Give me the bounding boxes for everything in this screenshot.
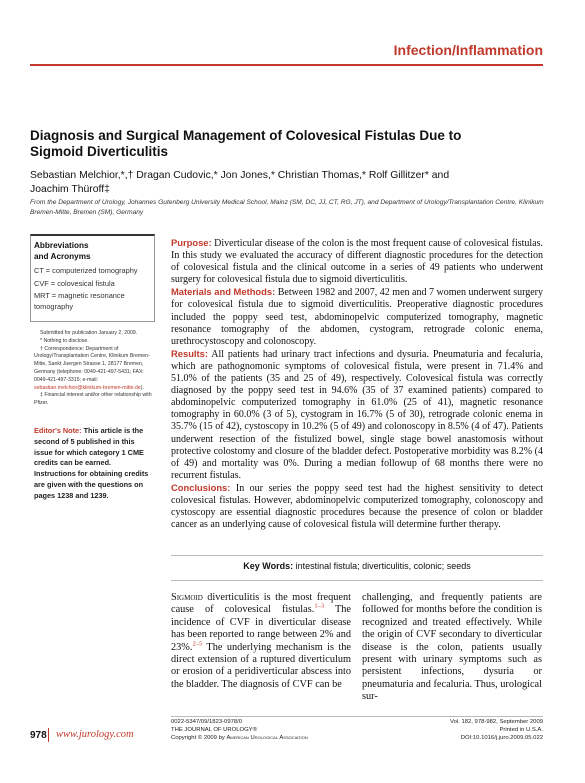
keywords (171, 561, 543, 571)
author-list: Sebastian Melchior,*,† Dragan Cudovic,* Jon Jones,* Christian Thomas,* Rolf Gillitzer* and Joachim Thüroff‡ (30, 170, 450, 195)
body-text: The incidence of CVF in diverticular disease has been reported to range between 2% and 23%. (171, 604, 351, 653)
volume-line: Vol. 182, 978-982, September 2009 (449, 719, 543, 725)
results-label: Results: (171, 347, 208, 359)
copyright-line (171, 734, 391, 742)
lead-word: Sigmoid (171, 592, 203, 603)
purpose-label: Purpose: (171, 237, 212, 248)
footer-right (373, 718, 543, 743)
section-rule (30, 64, 543, 66)
printed-line: Printed in U.S.A. (499, 727, 543, 734)
abstract-results (171, 348, 543, 482)
body-column-left (171, 592, 351, 691)
disclosure-note: * Nothing to disclose. (40, 337, 89, 344)
issn-line: 0022-5347/09/1823-0978/0 (171, 719, 243, 725)
body-text: The underlying mechanism is the direct extension of a ruptured diverticulum or erosion of a peridiverticular abscess into the bladder. The diagnosis of CVF can be (171, 641, 351, 690)
abbreviations-heading-line2: and Acronyms (34, 252, 91, 261)
body-text: diverticulitis is the most frequent cause of colovesical fistulas. (171, 592, 351, 616)
abbreviations-heading (34, 240, 144, 262)
copyright-text: Copyright © 2009 by (171, 735, 225, 742)
abbreviation-item: CVF = colovesical fistula (34, 278, 115, 288)
conclusions-text: In our series the poppy seed test had the highest sensitivity to detect colovesical fistulas. However, abdominopelvic computerized tomography, colonoscopy and cystoscopy are essential diagnostic procedures because the presence of colon or bladder cancer as an underlying cause of colovesical fistula will determine further therapy. (171, 482, 544, 531)
abbreviation-item: CT = computerized tomography (34, 266, 138, 275)
abbreviations-list (34, 266, 144, 314)
footer-left (171, 718, 391, 743)
citation-ref[interactable]: 1–3 (314, 602, 325, 610)
methods-label: Materials and Methods: (171, 286, 276, 298)
footer-rule (171, 716, 543, 717)
journal-url-link[interactable]: www.jurology.com (56, 729, 134, 740)
correspondence-note (34, 346, 152, 393)
submitted-note: Submitted for publication January 2, 2009. (40, 330, 138, 336)
keywords-rule-top (171, 555, 543, 556)
page-number: 978 (30, 730, 47, 741)
abstract-methods (171, 286, 543, 347)
financial-note: ‡ Financial interest and/or other relationship with Pfizer. (34, 392, 152, 407)
conclusions-label: Conclusions: (171, 481, 231, 493)
correspondence-text: † Correspondence: Department of Urology/Transplantation Centre, Klinikum Bremen-Mitte, Sankt Juergen Strasse 1, 28177 Bremen, Germany (telephone: 0049-421-497-5431; FAX: 0049-421-497-3315; e-mail: (34, 345, 150, 383)
abbreviation-item: MRT = magnetic resonance tomography (34, 291, 125, 311)
abstract (171, 237, 543, 531)
article-title: Diagnosis and Surgical Management of Colovesical Fistulas Due to Sigmoid Diverticulitis (30, 128, 462, 159)
keywords-label: Key Words: (243, 561, 294, 571)
copyright-association: American Urological Association (226, 735, 308, 742)
page-divider (48, 728, 49, 742)
results-text: All patients had urinary tract infections and dysuria. Pneumaturia and fecaluria, which are pathognomonic symptoms of colovesical fistula, were present in 71.4% and 51.0% of the patients (35 and 25 of 49), respectively. Colovesical fistula was correctly diagnosed by the poppy seed test in 94.6% (35 of 37 examined patients) compared to abdominopelvic computerized tomography in 61.0% (25 of 41), magnetic resonance tomography in 60.0% (3 of 5), cystogram in 16.7% (5 of 30), retrograde colonic enema in 35.7% (15 of 42), cystoscopy in 10.2% (5 of 49) and colonoscopy in 8.5% (4 of 47). Patients underwent resection of the fistulized bowel, single stage bowel anastomosis without protective colostomy and closure of the bladder defect. Postoperative morbidity was 8.2% (4 of 49) and mortality was 0%. During a median followup of 68 months there were no recurrent fistulas. (171, 348, 543, 481)
keywords-rule-bottom (171, 580, 543, 581)
purpose-text: Diverticular disease of the colon is the most frequent cause of colovesical fistulas. In this study we evaluated the accuracy of different diagnostic procedures for the detection of colovesical fistula and the clinical outcome in a series of 49 patients who underwent surgery for colovesical fistula due to sigmoid diverticulitis. (171, 238, 543, 286)
affiliation: From the Department of Urology, Johannes Gutenberg University Medical School, Mainz (SM, DC, JJ, CT, RG, JT), and Department of Urology/Transplantation Centre, Klinikum Bremen-Mitte, Bremen (SM), Germany (30, 199, 544, 216)
methods-text: Between 1982 and 2007, 42 men and 7 women underwent surgery for colovesical fistula due to sigmoid diverticulitis. Preoperative diagnostic procedures included the poppy seed test, abdominopelvic computerized tomography, magnetic resonance tomography of the abdomen, cystogram, retrograde colonic enema, urethrocystoscopy and colonoscopy. (171, 287, 544, 347)
abstract-purpose (171, 237, 543, 286)
doi-line: DOI:10.1016/j.juro.2009.05.022 (460, 735, 543, 742)
journal-line: THE JOURNAL OF UROLOGY® (171, 727, 257, 734)
abstract-conclusions (171, 482, 543, 531)
editors-note (34, 426, 152, 502)
body-column-right: challenging, and frequently patients are followed for months before the condition is recognized and treated effectively. While the origin of CVF secondary to diverticular disease is the colon, patients usually present with urinary symptoms such as persistent infections, dysuria or pneumaturia and fecaluria. Thus, urological sur- (362, 592, 542, 703)
citation-ref[interactable]: 2–5 (192, 640, 203, 648)
abbreviations-heading-line1: Abbreviations (34, 241, 89, 250)
footnotes (34, 330, 152, 408)
editors-note-label: Editor's Note: (34, 426, 82, 435)
email-link[interactable]: sebastian.melchior@klinikum-bremen-mitte.de (34, 384, 141, 391)
correspondence-end: ). (140, 384, 144, 391)
section-tag: Infection/Inflammation (393, 42, 543, 58)
editors-note-text: This article is the second of 5 published in this issue for which category 1 CME credits can be earned. Instructions for obtaining credits are given with the questions on pages 1238 and 1239. (34, 426, 149, 500)
keywords-text: intestinal fistula; diverticulitis, colonic; seeds (295, 561, 471, 571)
